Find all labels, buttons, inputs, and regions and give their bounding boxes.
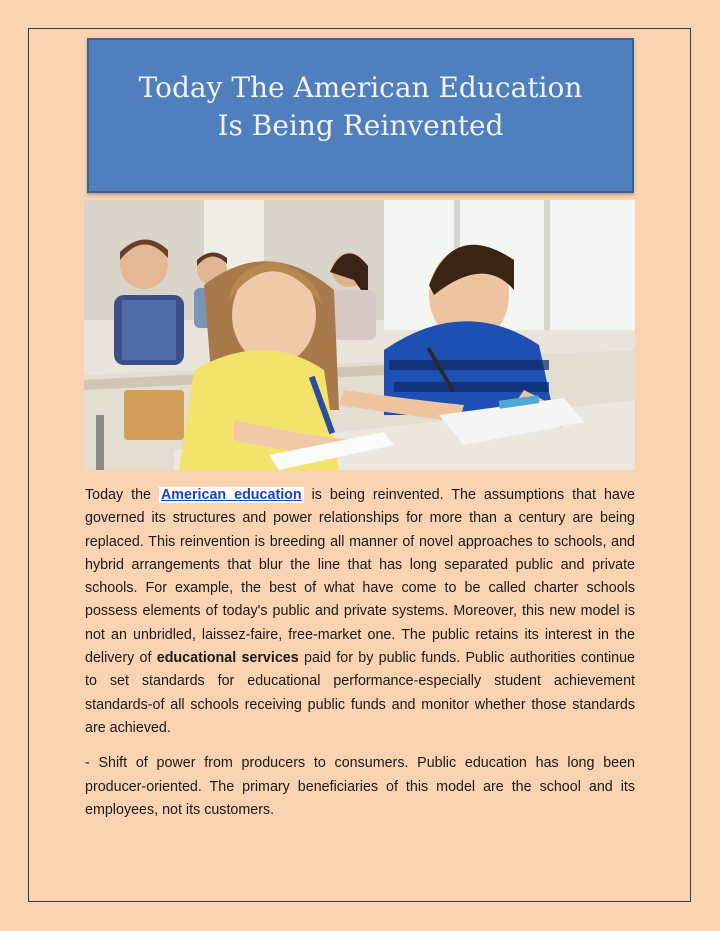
article-paragraph-1 [85,484,635,740]
paragraph-conclusion: paid for by public funds. Public authorities continue to set standards for educational performance-especially student achievement standards-of all schools receiving public funds and monitor whether those standards are achieved. [85,650,635,736]
paragraph-body: is being reinvented. The assumptions that have governed its structures and power relationships for more than a century are being replaced. This reinvention is breeding all manner of novel approaches to schools, and hybrid arrangements that blur the line that has long separated public and private schools. For example, the best of what have come to be called charter schools possess elements of today's public and private systems. Moreover, this new model is not an unbridled, laissez-faire, free-market one. The public retains its interest in the delivery of [85,487,635,667]
paragraph-intro: Today the [85,487,159,503]
classroom-photo [84,200,635,470]
page-title: Today The American Education Is Being Reinvented [138,70,583,142]
article-body [85,484,635,834]
educational-services-term: educational services [156,650,299,667]
article-paragraph-2: - Shift of power from producers to consumers. Public education has long been producer-oriented. The primary beneficiaries of this model are the school and its employees, not its customers. [85,755,635,818]
title-banner [87,38,634,193]
american-education-link[interactable]: American education [160,487,302,503]
